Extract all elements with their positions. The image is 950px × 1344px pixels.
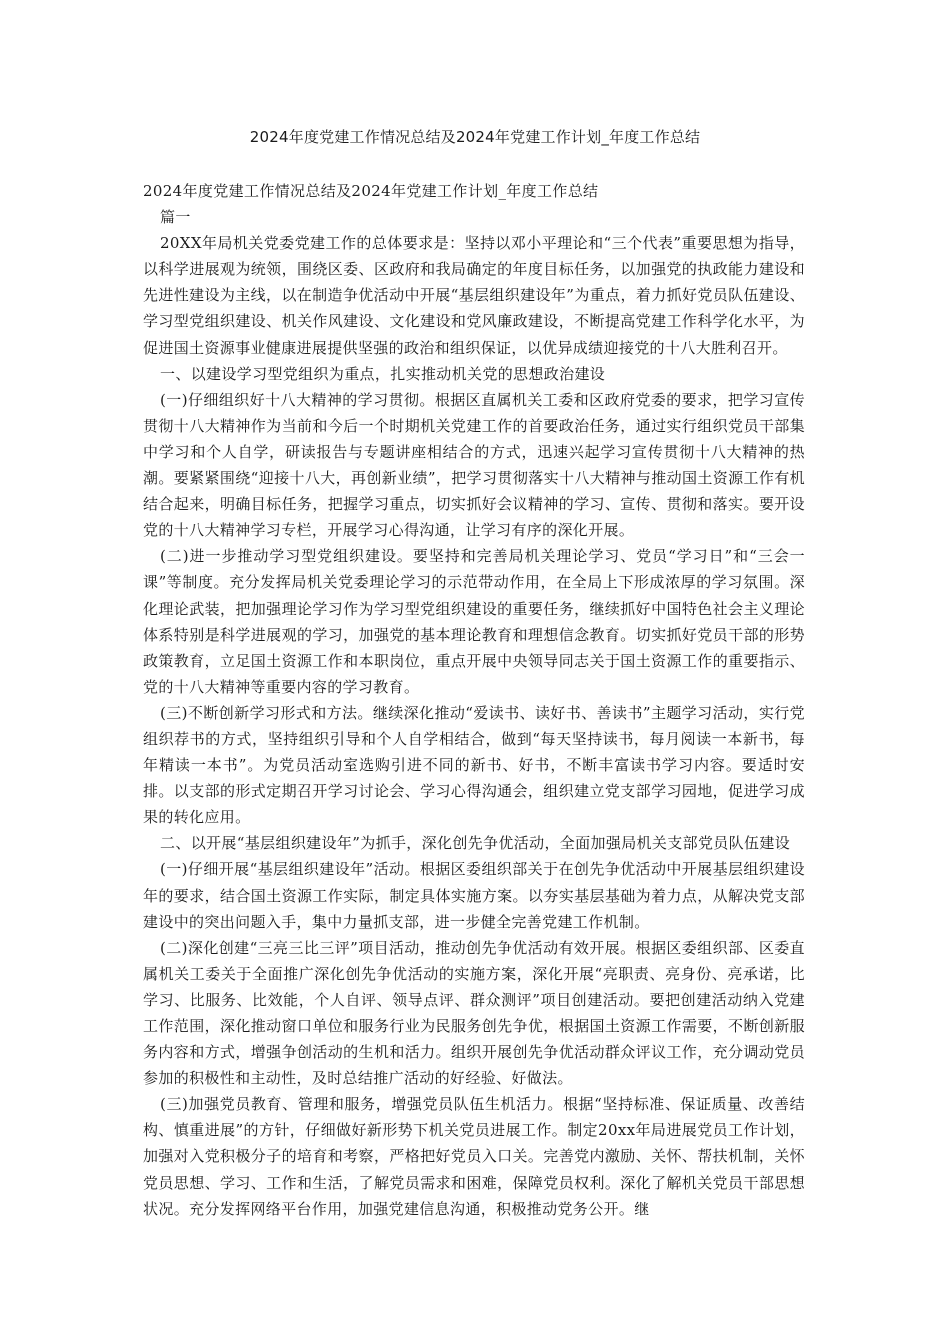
section-label: 篇一 bbox=[160, 208, 191, 227]
paragraph: (二)进一步推动学习型党组织建设。要坚持和完善局机关理论学习、党员“学习日”和“三会一课”等制度。充分发挥局机关党委理论学习的示范带动作用，在全局上下形成浓厚的学习氛围。深化理论武装，把加强理论学习作为学习型党组织建设的重要任务，继续抓好中国特色社会主义理论体系特别是科学进展观的学习，加强党的基本理论教育和理想信念教育。切实抓好党员干部的形势政策教育，立足国土资源工作和本职岗位，重点开展中央领导同志关于国土资源工作的重要指示、党的十八大精神等重要内容的学习教育。 bbox=[143, 547, 805, 696]
paragraph: (二)深化创建“三亮三比三评”项目活动，推动创先争优活动有效开展。根据区委组织部、区委直属机关工委关于全面推广深化创先争优活动的实施方案，深化开展“亮职责、亮身份、亮承诺，比学习、比服务、比效能，个人自评、领导点评、群众测评”项目创建活动。要把创建活动纳入党建工作范围，深化推动窗口单位和服务行业为民服务创先争优，根据国土资源工作需要，不断创新服务内容和方式，增强争创活动的生机和活力。组织开展创先争优活动群众评议工作，充分调动党员参加的积极性和主动性，及时总结推广活动的好经验、好做法。 bbox=[143, 938, 805, 1088]
document-subtitle: 2024年度党建工作情况总结及2024年党建工作计划_年度工作总结 bbox=[143, 182, 599, 200]
paragraph: (三)加强党员教育、管理和服务，增强党员队伍生机活力。根据“坚持标准、保证质量、改善结构、慎重进展”的方针，仔细做好新形势下机关党员进展工作。制定20xx年局进展党员工作计划，加强对入党积极分子的培育和考察，严格把好党员入口关。完善党内激励、关怀、帮扶机制，关怀党员思想、学习、工作和生活，了解党员需求和困难，保障党员权利。深化了解机关党员干部思想状况。充分发挥网络平台作用，加强党建信息沟通，积极推动党务公开。继 bbox=[143, 1095, 805, 1218]
paragraph: 20XX年局机关党委党建工作的总体要求是：坚持以邓小平理论和“三个代表”重要思想为指导，以科学进展观为统领，围绕区委、区政府和我局确定的年度目标任务，以加强党的执政能力建设和先进性建设为主线，以在制造争优活动中开展“基层组织建设年”为重点，着力抓好党员队伍建设、学习型党组织建设、机关作风建设、文化建设和党风廉政建设，不断提高党建工作科学化水平，为促进国土资源事业健康进展提供坚强的政治和组织保证，以优异成绩迎接党的十八大胜利召开。 bbox=[143, 234, 805, 357]
paragraph: (一)仔细组织好十八大精神的学习贯彻。根据区直属机关工委和区政府党委的要求，把学习宣传贯彻十八大精神作为当前和今后一个时期机关党建工作的首要政治任务，通过实行组织党员干部集中学习和个人自学，研读报告与专题讲座相结合的方式，迅速兴起学习宣传贯彻十八大精神的热潮。要紧紧围绕“迎接十八大，再创新业绩”，把学习贯彻落实十八大精神与推动国土资源工作有机结合起来，明确目标任务，把握学习重点，切实抓好会议精神的学习、宣传、贯彻和落实。要开设党的十八大精神学习专栏，开展学习心得沟通，让学习有序的深化开展。 bbox=[143, 390, 805, 540]
document-title: 2024年度党建工作情况总结及2024年党建工作计划_年度工作总结 bbox=[249, 128, 701, 146]
document-body bbox=[143, 178, 805, 1222]
paragraph: (三)不断创新学习形式和方法。继续深化推动“爱读书、读好书、善读书”主题学习活动，实行党组织荐书的方式，坚持组织引导和个人自学相结合，做到“每天坚持读书，每月阅读一本新书，每年精读一本书”。为党员活动室选购引进不同的新书、好书，不断丰富读书学习内容。要适时安排。以支部的形式定期召开学习讨论会、学习心得沟通会，组织建立党支部学习园地，促进学习成果的转化应用。 bbox=[143, 703, 805, 827]
section-heading: 一、以建设学习型党组织为重点，扎实推动机关党的思想政治建设 bbox=[160, 364, 606, 383]
section-heading: 二、以开展“基层组织建设年”为抓手，深化创先争优活动，全面加强局机关支部党员队伍建设 bbox=[160, 834, 791, 853]
paragraph: (一)仔细开展“基层组织建设年”活动。根据区委组织部关于在创先争优活动中开展基层组织建设年的要求，结合国土资源工作实际，制定具体实施方案。以夯实基层基础为着力点，从解决党支部建设中的突出问题入手，集中力量抓支部，进一步健全完善党建工作机制。 bbox=[143, 860, 805, 931]
